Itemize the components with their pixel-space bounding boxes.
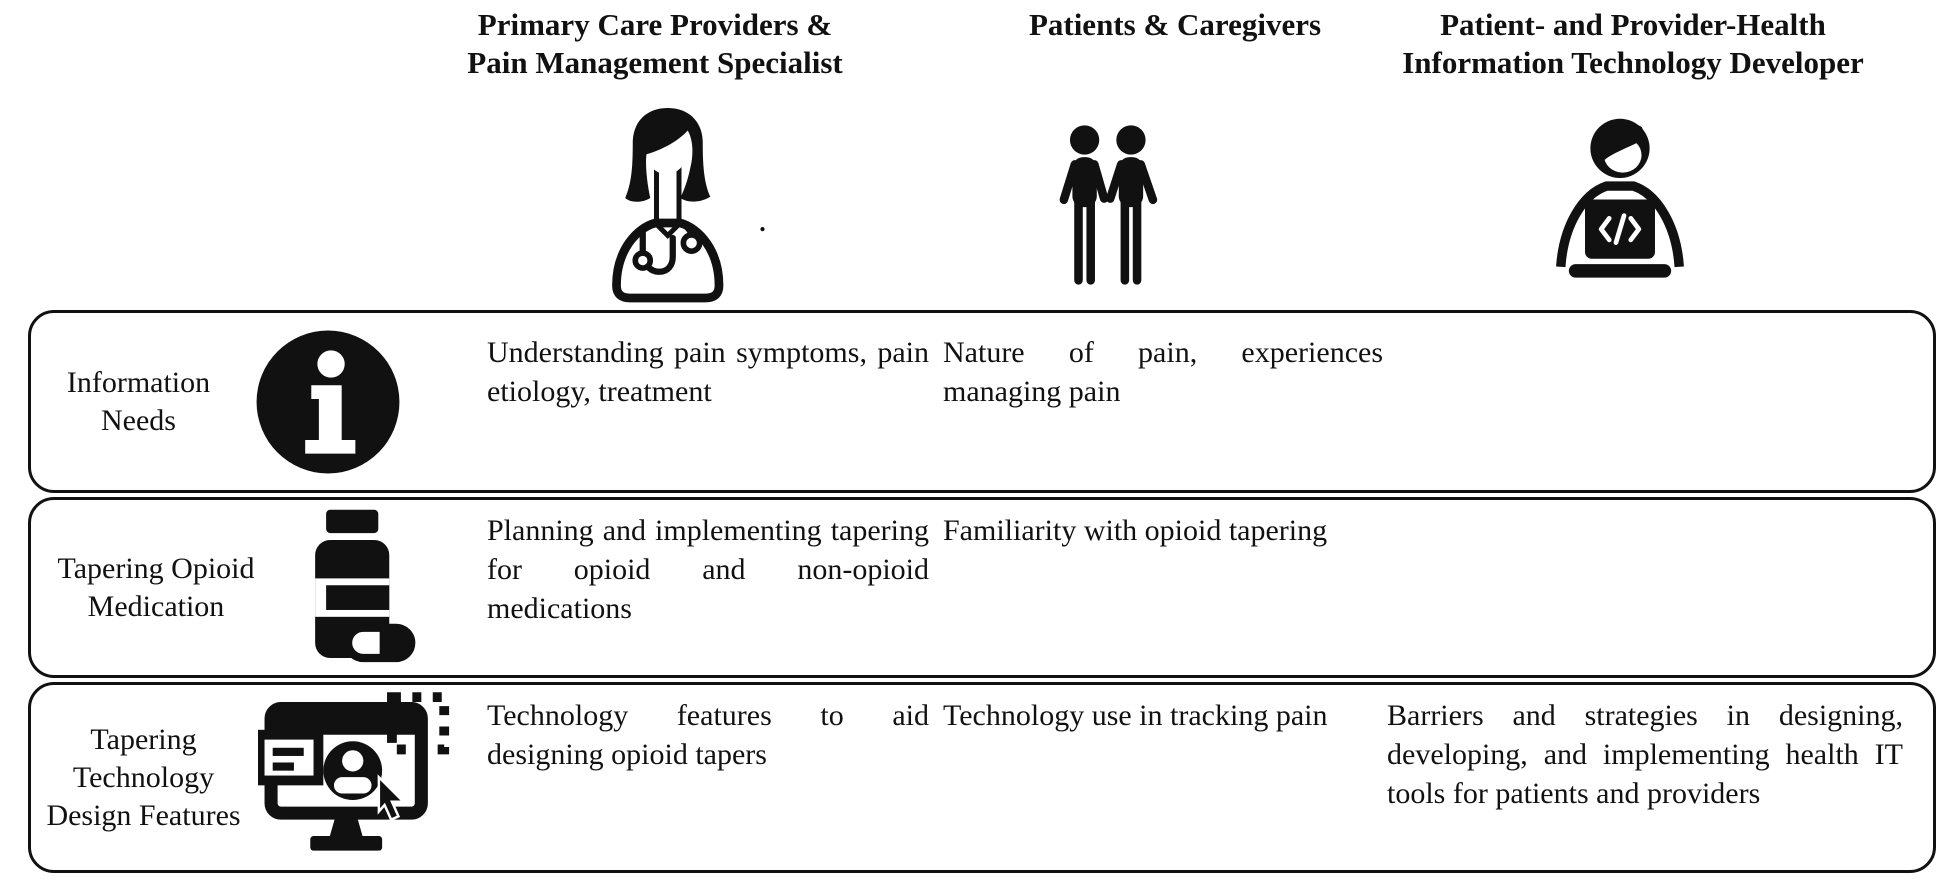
row-label-tapering-opioid-medication: Tapering Opioid Medication <box>57 551 255 623</box>
cell-tapering-technology-developer: Barriers and strategies in designing, developing, and implementing health IT tools for patients and providers <box>1387 699 1903 810</box>
cell-tapering-opioid-providers: Planning and implementing tapering for opioid and non-opioid medications <box>487 514 929 625</box>
row-tapering-technology-design <box>28 682 1936 873</box>
row-label-information-needs: Information Needs <box>66 365 211 437</box>
column-header-providers-line1: Primary Care Providers & <box>477 7 833 42</box>
cell-information-needs-providers: Understanding pain symptoms, pain etiology, treatment <box>487 336 929 408</box>
pill-bottle-icon <box>292 500 422 675</box>
column-header-developer-line1: Patient- and Provider-Health <box>1440 7 1826 42</box>
patients-holding-hands-icon <box>1048 124 1170 289</box>
developer-at-laptop-icon <box>1550 116 1690 283</box>
cell-tapering-opioid-patients: Familiarity with opioid tapering <box>943 514 1328 547</box>
column-header-providers <box>330 6 980 82</box>
column-header-developer <box>1318 6 1948 82</box>
column-header-developer-line2: Information Technology Developer <box>1402 45 1864 80</box>
row-tapering-opioid-medication <box>28 497 1936 678</box>
tapering-technology-design-icon <box>256 685 456 870</box>
cell-tapering-technology-patients: Technology use in tracking pain <box>943 699 1328 732</box>
column-header-providers-line2: Pain Management Specialist <box>467 45 843 80</box>
cell-information-needs-patients: Nature of pain, experiences managing pain <box>943 336 1383 408</box>
column-header-patients-line1: Patients & Caregivers <box>1028 7 1322 42</box>
female-doctor-icon <box>600 103 738 303</box>
row-label-tapering-technology-design: Tapering Technology Design Features <box>46 722 241 832</box>
info-icon <box>248 313 408 490</box>
cell-tapering-technology-providers: Technology features to aid designing opioid tapers <box>487 699 929 771</box>
row-information-needs <box>28 310 1936 493</box>
stray-period: . <box>758 199 767 239</box>
